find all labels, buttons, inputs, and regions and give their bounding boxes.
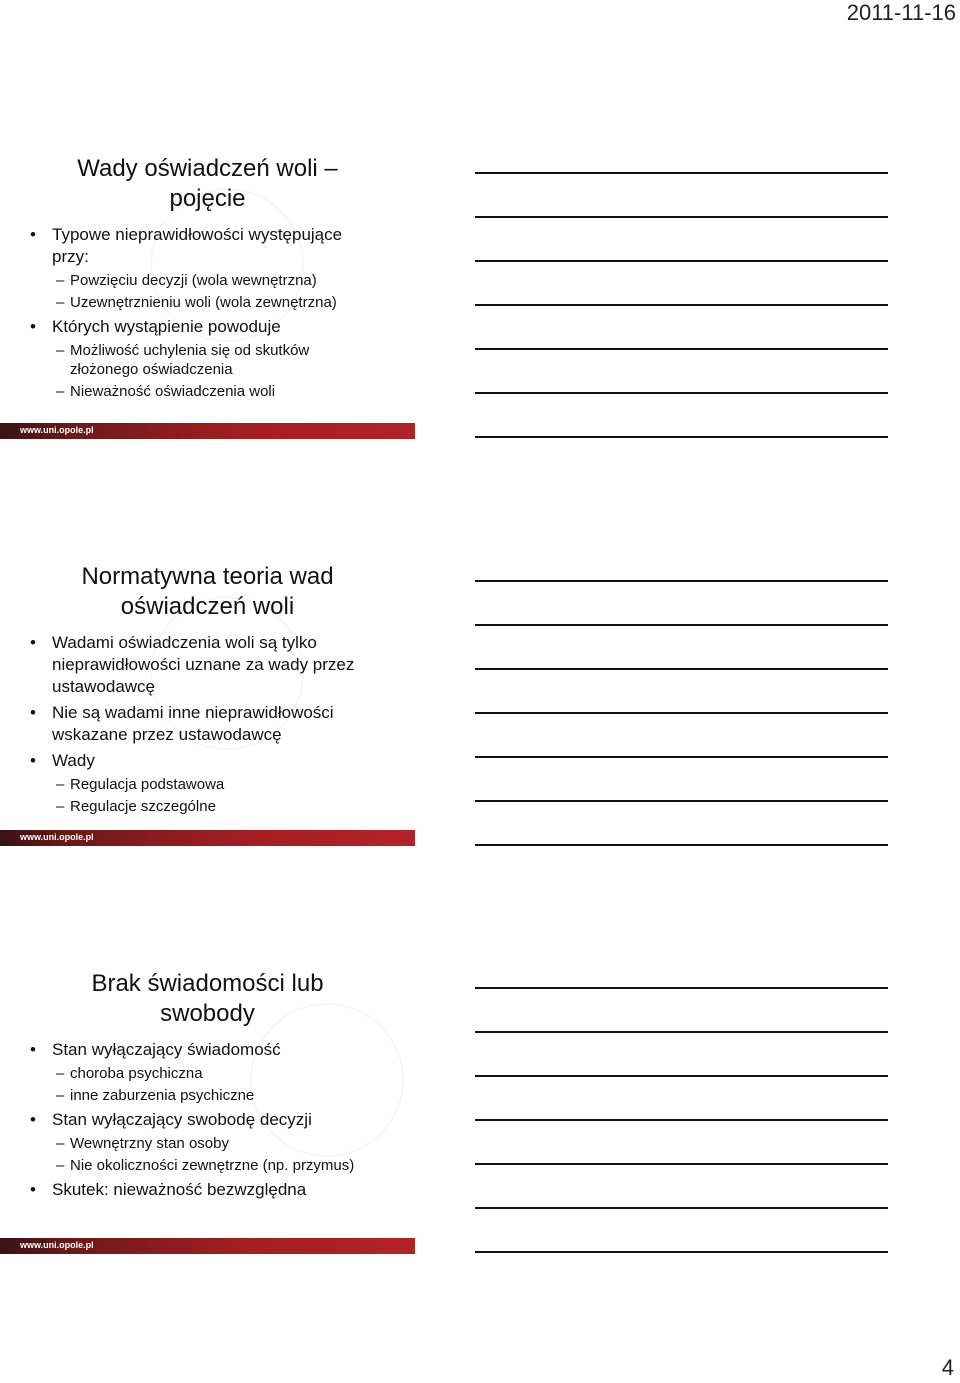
slide-1 bbox=[0, 148, 415, 538]
slide-title-line: Wady oświadczeń woli – bbox=[77, 155, 338, 182]
sub-bullet-item: – Uzewnętrznieniu woli (wola zewnętrzna) bbox=[30, 293, 410, 312]
slide-footer-bar bbox=[0, 1238, 415, 1254]
note-line bbox=[475, 1119, 888, 1121]
note-line bbox=[475, 304, 888, 306]
note-line bbox=[475, 392, 888, 394]
note-line bbox=[475, 216, 888, 218]
bullet-item: • Stan wyłączający swobodę decyzji bbox=[30, 1109, 410, 1131]
bullet-item: • Nie są wadami inne nieprawidłowości wskazane przez ustawodawcę bbox=[30, 702, 410, 746]
note-line bbox=[475, 668, 888, 670]
bullet-item: • Skutek: nieważność bezwzględna bbox=[30, 1179, 410, 1201]
bullet-item: • Stan wyłączający świadomość bbox=[30, 1039, 410, 1061]
note-line bbox=[475, 172, 888, 174]
sub-bullet-item: – choroba psychiczna bbox=[30, 1064, 410, 1083]
sub-bullet-item: – Regulacje szczególne bbox=[30, 797, 410, 816]
slide-title-line: Brak świadomości lub bbox=[91, 970, 324, 997]
slide-title-line: pojęcie bbox=[169, 185, 246, 212]
slide-title-line: Normatywna teoria wad bbox=[81, 563, 334, 590]
footer-url: www.uni.opole.pl bbox=[20, 425, 94, 435]
note-line bbox=[475, 712, 888, 714]
note-line bbox=[475, 436, 888, 438]
bullet-item: • Wady bbox=[30, 750, 410, 772]
note-line bbox=[475, 580, 888, 582]
note-line bbox=[475, 756, 888, 758]
slide-bullets bbox=[30, 1035, 410, 1201]
note-line bbox=[475, 260, 888, 262]
note-line bbox=[475, 844, 888, 846]
sub-bullet-item: – Nieważność oświadczenia woli bbox=[30, 382, 410, 401]
slide-title bbox=[0, 562, 415, 622]
footer-url: www.uni.opole.pl bbox=[20, 1240, 94, 1250]
note-line bbox=[475, 1031, 888, 1033]
bullet-item: • Wadami oświadczenia woli są tylko nieprawidłowości uznane za wady przez ustawodawcę bbox=[30, 632, 410, 698]
slide-bullets bbox=[30, 628, 410, 816]
page-date: 2011-11-16 bbox=[846, 0, 956, 25]
slide-2 bbox=[0, 556, 415, 946]
slide-bullets bbox=[30, 220, 410, 401]
note-line bbox=[475, 1163, 888, 1165]
bullet-item: • Typowe nieprawidłowości występujące przy: bbox=[30, 224, 410, 268]
note-line bbox=[475, 1207, 888, 1209]
note-line bbox=[475, 348, 888, 350]
bullet-item: • Których wystąpienie powoduje bbox=[30, 316, 410, 338]
note-line bbox=[475, 987, 888, 989]
sub-bullet-item: – inne zaburzenia psychiczne bbox=[30, 1086, 410, 1105]
slide-footer-bar bbox=[0, 830, 415, 846]
slide-footer-bar bbox=[0, 423, 415, 439]
slide-title-line: swobody bbox=[160, 1000, 255, 1027]
footer-url: www.uni.opole.pl bbox=[20, 832, 94, 842]
sub-bullet-item: – Regulacja podstawowa bbox=[30, 775, 410, 794]
note-line bbox=[475, 1251, 888, 1253]
slide-3 bbox=[0, 963, 415, 1353]
slide-title bbox=[0, 154, 415, 214]
sub-bullet-item: – Powzięciu decyzji (wola wewnętrzna) bbox=[30, 271, 410, 290]
sub-bullet-item: – Możliwość uchylenia się od skutków złożonego oświadczenia bbox=[30, 341, 410, 379]
page-number: 4 bbox=[941, 1355, 954, 1380]
note-line bbox=[475, 800, 888, 802]
note-line bbox=[475, 624, 888, 626]
slide-title-line: oświadczeń woli bbox=[120, 593, 295, 620]
sub-bullet-item: – Nie okoliczności zewnętrzne (np. przymus) bbox=[30, 1156, 410, 1175]
slide-title bbox=[0, 969, 415, 1029]
note-line bbox=[475, 1075, 888, 1077]
sub-bullet-item: – Wewnętrzny stan osoby bbox=[30, 1134, 410, 1153]
